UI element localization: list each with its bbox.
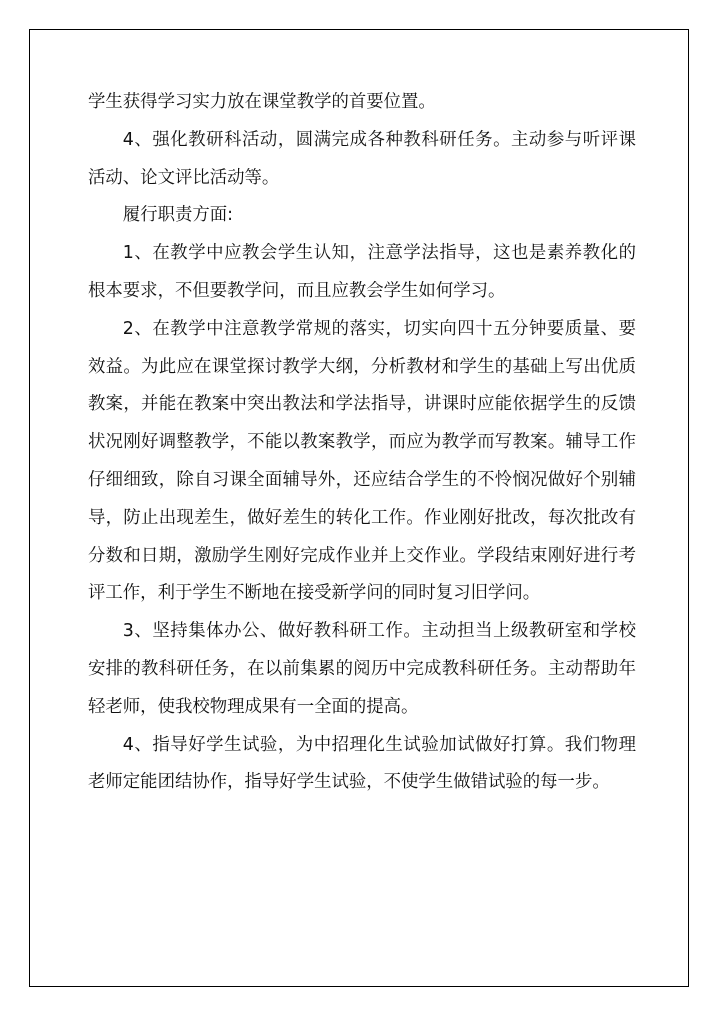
paragraph-5: 2、在教学中注意教学常规的落实，切实向四十五分钟要质量、要效益。为此应在课堂探讨教学大纲，分析教材和学生的基础上写出优质教案，并能在教案中突出教法和学法指导，讲课时应能依据学生的反馈状况刚好调整教学，不能以教案教学，而应为教学而写教案。辅导工作仔细细致，除自习课全面辅导外，还应结合学生的不怜悯况做好个别辅导，防止出现差生，做好差生的转化工作。作业刚好批改，每次批改有分数和日期，激励学生刚好完成作业并上交作业。学段结束刚好进行考评工作，利于学生不断地在接受新学问的同时复习旧学问。: [88, 318, 636, 604]
paragraph-2: 4、强化教研科活动，圆满完成各种教科研任务。主动参与听评课活动、论文评比活动等。: [88, 129, 636, 188]
paragraph-4: 1、在教学中应教会学生认知，注意学法指导，这也是素养教化的根本要求，不但要教学问，而且应教会学生如何学习。: [88, 243, 636, 301]
paragraph-1: 学生获得学习实力放在课堂教学的首要位置。: [88, 92, 436, 112]
paragraph-6: 3、坚持集体办公、做好教科研工作。主动担当上级教研室和学校安排的教科研任务，在以前集累的阅历中完成教科研任务。主动帮助年轻老师，使我校物理成果有一全面的提高。: [88, 621, 636, 717]
paragraph-3: 履行职责方面:: [122, 205, 234, 226]
paragraph-7: 4、指导好学生试验，为中招理化生试验加试做好打算。我们物理老师定能团结协作，指导好学生试验，不使学生做错试验的每一步。: [88, 734, 636, 793]
document-body: [88, 84, 636, 802]
